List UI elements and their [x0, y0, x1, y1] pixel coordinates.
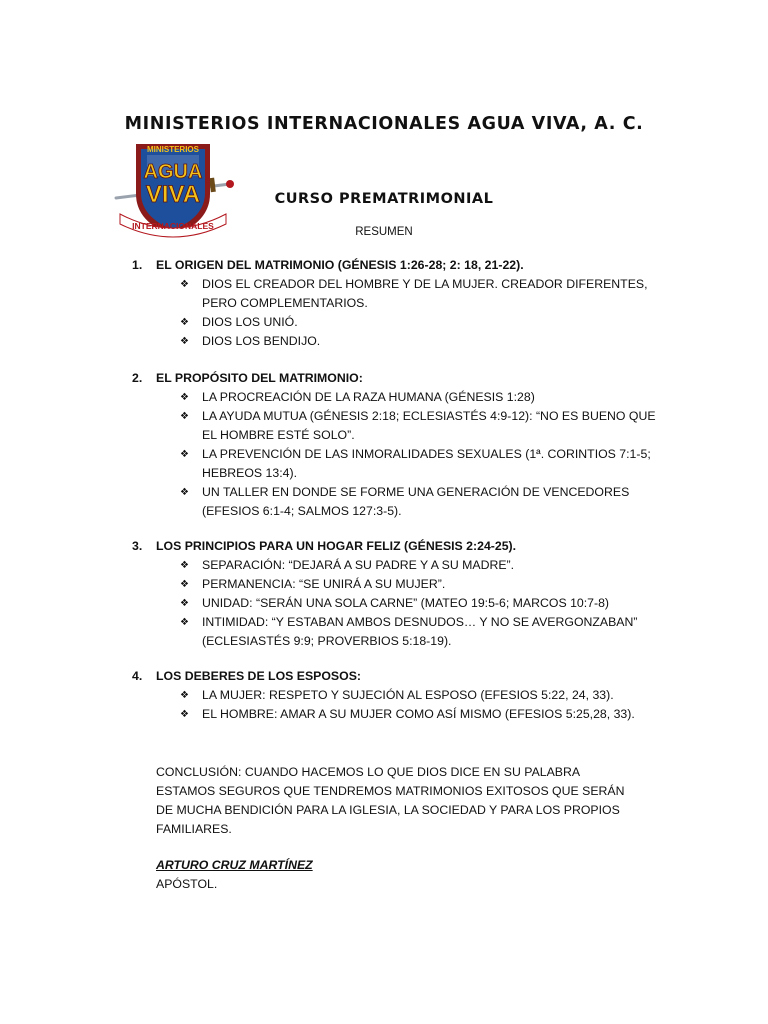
section-heading: [132, 369, 672, 388]
diamond-bullet-icon: ❖: [180, 317, 189, 328]
list-item-text: DIOS LOS UNIÓ.: [202, 315, 298, 329]
section-title: LOS DEBERES DE LOS ESPOSOS:: [156, 669, 361, 683]
section-number: 4.: [132, 669, 143, 683]
logo-main-line1: AGUA: [143, 161, 203, 183]
diamond-bullet-icon: ❖: [180, 560, 189, 571]
list-item: [132, 332, 672, 351]
list-item: [132, 575, 672, 594]
section-title: LOS PRINCIPIOS PARA UN HOGAR FELIZ (GÉNESIS 2:24-25).: [156, 539, 517, 553]
diamond-bullet-icon: ❖: [180, 598, 189, 609]
list-item: [132, 686, 672, 705]
section-2: [132, 369, 672, 521]
course-title: CURSO PREMATRIMONIAL: [274, 191, 494, 207]
diamond-bullet-icon: ❖: [180, 392, 189, 403]
list-item-text: SEPARACIÓN: “DEJARÁ A SU PADRE Y A SU MADRE”.: [202, 558, 515, 572]
logo-sword-pommel: [226, 180, 234, 188]
list-item: [132, 613, 672, 651]
list-item-text: EL HOMBRE: AMAR A SU MUJER COMO ASÍ MISMO (EFESIOS 5:25,28, 33).: [202, 707, 635, 721]
diamond-bullet-icon: ❖: [180, 336, 189, 347]
bullet-list: [132, 556, 672, 651]
bullet-list: [132, 388, 672, 521]
diamond-bullet-icon: ❖: [180, 579, 189, 590]
bullet-list: [132, 686, 672, 724]
section-number: 1.: [132, 258, 143, 272]
list-item: [132, 388, 672, 407]
list-item-text: UN TALLER EN DONDE SE FORME UNA GENERACIÓN DE VENCEDORES (EFESIOS 6:1-4; SALMOS 127:3-5).: [202, 485, 630, 518]
section-number: 2.: [132, 371, 143, 385]
bullet-list: [132, 275, 672, 351]
diamond-bullet-icon: ❖: [180, 617, 189, 628]
list-item: [132, 483, 672, 521]
diamond-bullet-icon: ❖: [180, 411, 189, 422]
organization-title: MINISTERIOS INTERNACIONALES AGUA VIVA, A. C.: [124, 114, 644, 134]
logo-main-line2: VIVA: [145, 181, 201, 208]
list-item-text: LA PROCREACIÓN DE LA RAZA HUMANA (GÉNESIS 1:28): [202, 390, 535, 404]
logo-top-text: MINISTERIOS: [146, 145, 200, 154]
section-3: [132, 537, 672, 651]
list-item: [132, 275, 672, 313]
section-heading: [132, 667, 672, 686]
list-item-text: DIOS EL CREADOR DEL HOMBRE Y DE LA MUJER. CREADOR DIFERENTES, PERO COMPLEMENTARIOS.: [202, 277, 648, 310]
list-item: [132, 705, 672, 724]
list-item: [132, 445, 672, 483]
diamond-bullet-icon: ❖: [180, 279, 189, 290]
list-item-text: DIOS LOS BENDIJO.: [202, 334, 321, 348]
conclusion-paragraph: CONCLUSIÓN: CUANDO HACEMOS LO QUE DIOS DICE EN SU PALABRA ESTAMOS SEGUROS QUE TENDREMOS MATRIMONIOS EXITOSOS QUE SERÁN DE MUCHA BENDICIÓN PARA LA IGLESIA, LA SOCIEDAD Y PARA LOS PROPIOS FAMILIARES.: [156, 765, 625, 836]
logo-bottom-text: INTERNACIONALES: [132, 221, 214, 231]
signature-name: ARTURO CRUZ MARTÍNEZ: [156, 858, 313, 872]
list-item: [132, 407, 672, 445]
list-item-text: PERMANENCIA: “SE UNIRÁ A SU MUJER”.: [202, 577, 446, 591]
section-title: EL ORIGEN DEL MATRIMONIO (GÉNESIS 1:26-28; 2: 18, 21-22).: [156, 258, 524, 272]
list-item-text: LA PREVENCIÓN DE LAS INMORALIDADES SEXUALES (1ª. CORINTIOS 7:1-5; HEBREOS 13:4).: [202, 447, 651, 480]
section-title: EL PROPÓSITO DEL MATRIMONIO:: [156, 371, 363, 385]
section-4: [132, 667, 672, 724]
list-item-text: LA AYUDA MUTUA (GÉNESIS 2:18; ECLESIASTÉS 4:9-12): “NO ES BUENO QUE EL HOMBRE ESTÉ SOLO”.: [202, 409, 656, 442]
section-number: 3.: [132, 539, 143, 553]
list-item-text: LA MUJER: RESPETO Y SUJECIÓN AL ESPOSO (EFESIOS 5:22, 24, 33).: [202, 688, 614, 702]
document-subtitle: RESUMEN: [355, 226, 413, 238]
diamond-bullet-icon: ❖: [180, 690, 189, 701]
list-item: [132, 556, 672, 575]
list-item: [132, 313, 672, 332]
diamond-bullet-icon: ❖: [180, 449, 189, 460]
list-item-text: UNIDAD: “SERÁN UNA SOLA CARNE” (MATEO 19:5-6; MARCOS 10:7-8): [202, 596, 610, 610]
diamond-bullet-icon: ❖: [180, 709, 189, 720]
signature-title: APÓSTOL.: [156, 877, 218, 891]
list-item-text: INTIMIDAD: “Y ESTABAN AMBOS DESNUDOS… Y NO SE AVERGONZABAN” (ECLESIASTÉS 9:9; PROVERBIOS 5:18-19).: [202, 615, 638, 648]
diamond-bullet-icon: ❖: [180, 487, 189, 498]
section-1: [132, 256, 672, 351]
section-heading: [132, 537, 672, 556]
list-item: [132, 594, 672, 613]
section-heading: [132, 256, 672, 275]
